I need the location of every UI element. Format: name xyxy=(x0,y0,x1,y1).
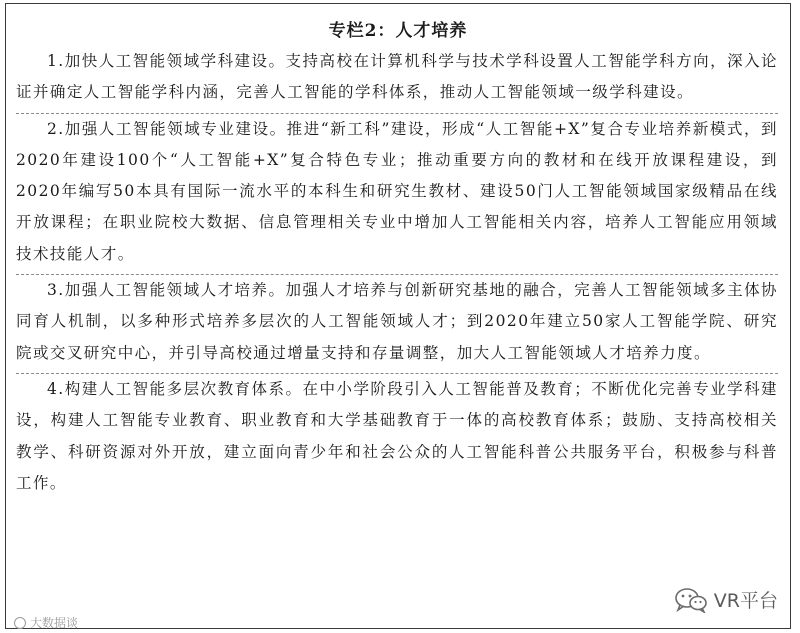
paragraph-1: 1.加快人工智能领域学科建设。支持高校在计算机科学与技术学科设置人工智能学科方向，深入论证并确定人工智能学科内涵，完善人工智能的学科体系，推动人工智能领域一级学科建设。 xyxy=(16,52,778,102)
paragraph-2: 2.加强人工智能领域专业建设。推进“新工科”建设，形成“人工智能+X”复合专业培养新模式，到2020年建设100个“人工智能+X”复合特色专业；推动重要方向的教材和在线开放课程建设，到2020年编写50本具有国际一流水平的本科生和研究生教材、建设50门人工智能领域国家级精品在线开放课程；在职业院校大数据、信息管理相关专业中增加人工智能相关内容，培养人工智能应用领域技术技能人才。 xyxy=(16,119,778,263)
column-title: 专栏2：人才培养 xyxy=(328,21,468,41)
watermark-label: VR平台 xyxy=(713,590,778,612)
column-box xyxy=(5,3,791,629)
column-content xyxy=(16,46,778,503)
circle-icon xyxy=(14,617,26,629)
paragraph-4: 4.构建人工智能多层次教育体系。在中小学阶段引入人工智能普及教育；不断优化完善专业学科建设，构建人工智能专业教育、职业教育和大学基础教育于一体的高校教育体系；鼓励、支持高校相关教学、科研资源对外开放，建立面向青少年和社会公众的人工智能科普公共服务平台，积极参与科普工作。 xyxy=(16,379,778,492)
wechat-icon xyxy=(674,587,708,613)
footer-watermark xyxy=(14,614,78,631)
paragraph-3: 3.加强人工智能领域人才培养。加强人才培养与创新研究基地的融合，完善人工智能领域多主体协同育人机制，以多种形式培养多层次的人工智能领域人才；到2020年建立50家人工智能学院、研究院或交叉研究中心，并引导高校通过增量支持和存量调整，加大人工智能领域人才培养力度。 xyxy=(16,281,778,362)
watermark xyxy=(674,586,778,613)
footer-watermark-label: 大数据谈 xyxy=(30,616,79,630)
